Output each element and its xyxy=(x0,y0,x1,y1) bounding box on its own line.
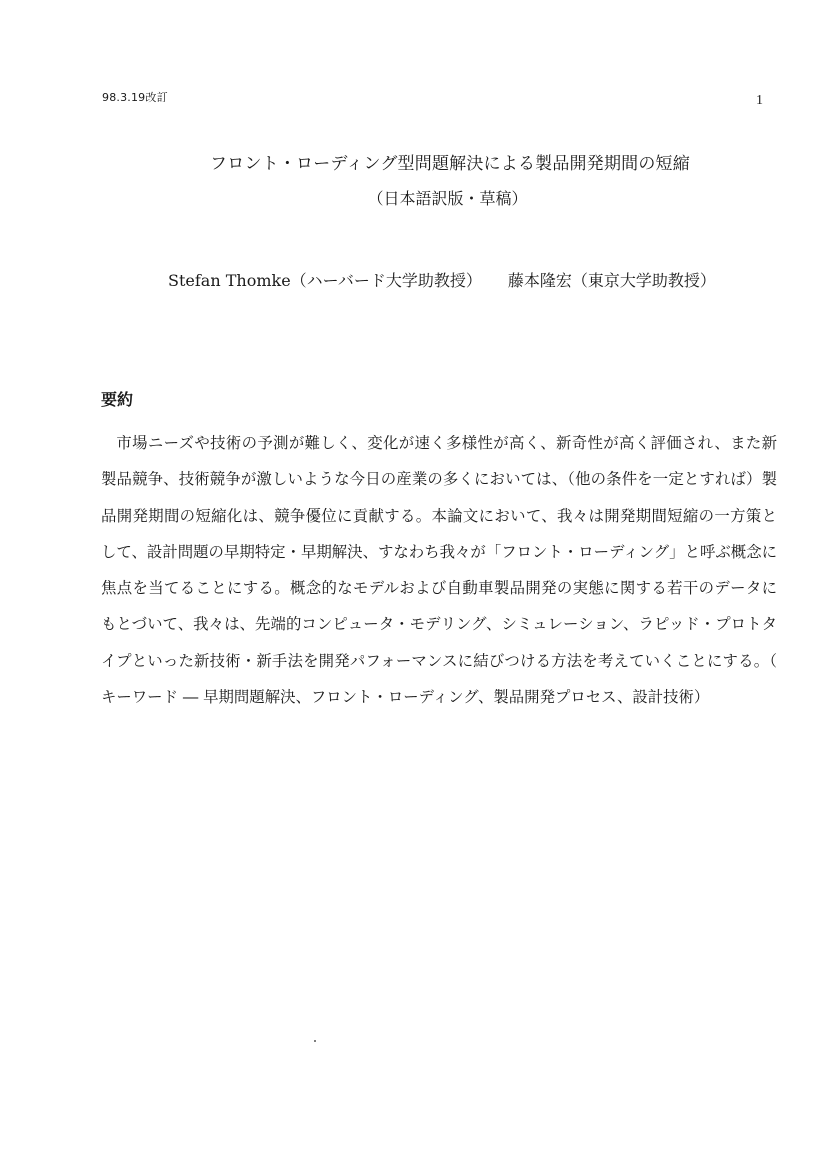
author-fujimoto: 藤本隆宏（東京大学助教授） xyxy=(507,271,716,290)
scan-dot xyxy=(314,1040,316,1042)
paper-title: フロント・ローディング型問題解決による製品開発期間の短縮 xyxy=(210,154,690,174)
abstract-body: 市場ニーズや技術の予測が難しく、変化が速く多様性が高く、新奇性が高く評価され、また新製品競争、技術競争が激しいような今日の産業の多くにおいては、（他の条件を一定とすれば）製品開発期間の短縮化は、競争優位に貢献する。本論文において、我々は開発期間短縮の一方策として、設計問題の早期特定・早期解決、すなわち我々が「フロント・ローディング」と呼ぶ概念に焦点を当てることにする。概念的なモデルおよび自動車製品開発の実態に関する若干のデータにもとづいて、我々は、先端的コンピュータ・モデリング、シミュレーション、ラピッド・プロトタイプといった新技術・新手法を開発パフォーマンスに結びつける方法を考えていくことにする。（キーワード ― 早期問題解決、フロント・ローディング、製品開発プロセス、設計技術） xyxy=(101,434,777,707)
abstract-heading: 要約 xyxy=(101,390,134,409)
paper-subtitle: （日本語訳版・草稿） xyxy=(367,189,528,208)
revision-note: 98.3.19改訂 xyxy=(102,91,168,104)
author-line xyxy=(168,268,716,291)
page-number: 1 xyxy=(756,93,763,108)
author-thomke: Stefan Thomke（ハーバード大学助教授） xyxy=(168,271,482,290)
